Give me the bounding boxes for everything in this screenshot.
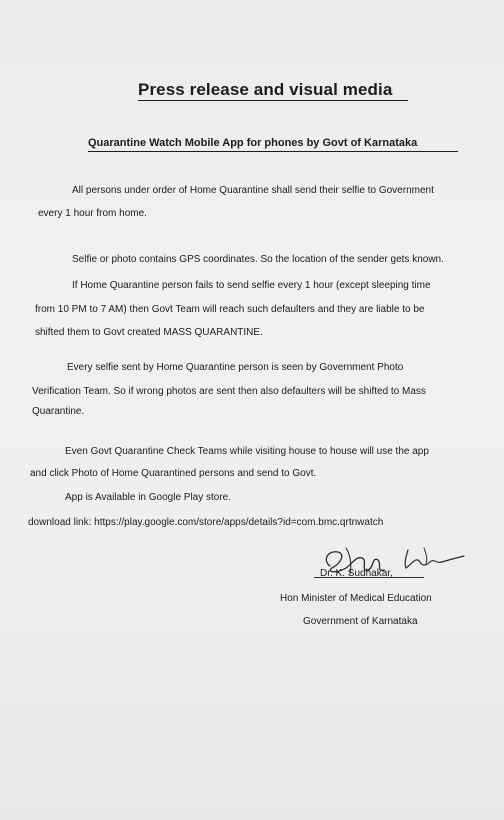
body-line-4: If Home Quarantine person fails to send selfie every 1 hour (except sleeping time — [72, 280, 431, 291]
document-subtitle: Quarantine Watch Mobile App for phones by Govt of Karnataka — [88, 137, 418, 149]
body-line-2: every 1 hour from home. — [38, 208, 147, 219]
body-line-7: Every selfie sent by Home Quarantine person is seen by Government Photo — [67, 362, 404, 373]
body-line-6: shifted them to Govt created MASS QUARANTINE. — [35, 327, 263, 338]
subtitle-underline — [88, 151, 458, 152]
body-line-3: Selfie or photo contains GPS coordinates. So the location of the sender gets known. — [72, 254, 444, 265]
body-line-5: from 10 PM to 7 AM) then Govt Team will reach such defaulters and they are liable to be — [35, 304, 425, 315]
title-underline — [138, 100, 408, 101]
body-line-9: Quarantine. — [32, 406, 85, 417]
signatory-organization: Government of Karnataka — [303, 616, 418, 627]
body-line-11: and click Photo of Home Quarantined persons and send to Govt. — [30, 468, 317, 479]
body-line-1: All persons under order of Home Quarantine shall send their selfie to Government — [72, 185, 434, 196]
signatory-designation: Hon Minister of Medical Education — [280, 593, 432, 604]
download-link-line: download link: https://play.google.com/store/apps/details?id=com.bmc.qrtnwatch — [28, 517, 384, 528]
signatory-name: Dr. K. Sudhakar, — [320, 568, 393, 579]
body-line-12: App is Available in Google Play store. — [65, 492, 232, 503]
body-line-10: Even Govt Quarantine Check Teams while visiting house to house will use the app — [65, 446, 429, 457]
body-line-8: Verification Team. So if wrong photos are sent then also defaulters will be shifted to Mass — [32, 386, 426, 397]
page-title: Press release and visual media — [138, 80, 393, 99]
